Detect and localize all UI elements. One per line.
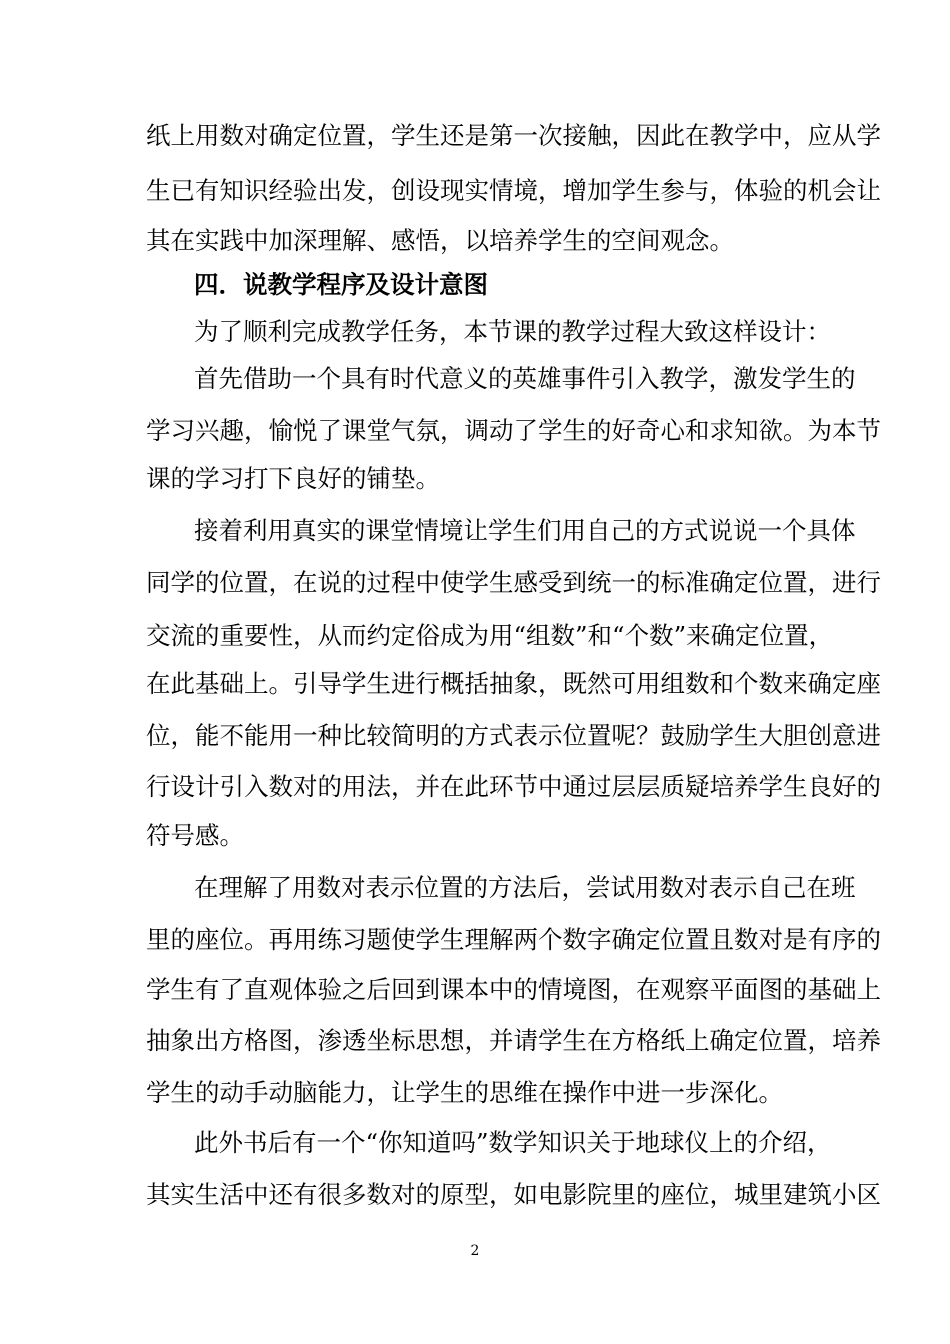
- text-line: 其实生活中还有很多数对的原型，如电影院里的座位，城里建筑小区: [146, 1180, 881, 1209]
- text-line: 位，能不能用一种比较简明的方式表示位置呢？鼓励学生大胆创意进: [146, 721, 881, 750]
- text-line: 行设计引入数对的用法，并在此环节中通过层层质疑培养学生良好的: [146, 772, 881, 801]
- text-line: 首先借助一个具有时代意义的英雄事件引入教学，激发学生的: [194, 364, 856, 393]
- text-line: 接着利用真实的课堂情境让学生们用自己的方式说说一个具体: [194, 516, 856, 545]
- section-heading: 四．说教学程序及设计意图: [194, 270, 488, 299]
- text-line: 生已有知识经验出发，创设现实情境，增加学生参与，体验的机会让: [146, 176, 881, 205]
- text-line: 此外书后有一个“你知道吗”数学知识关于地球仪上的介绍，: [194, 1128, 832, 1157]
- text-line: 交流的重要性，从而约定俗成为用“组数”和“个数”来确定位置，: [146, 621, 834, 650]
- text-line: 符号感。: [146, 821, 244, 850]
- text-line: 抽象出方格图，渗透坐标思想，并请学生在方格纸上确定位置，培养: [146, 1026, 881, 1055]
- text-line: 为了顺利完成教学任务，本节课的教学过程大致这样设计：: [194, 317, 831, 346]
- text-line: 在此基础上。引导学生进行概括抽象，既然可用组数和个数来确定座: [146, 669, 881, 698]
- text-line: 课的学习打下良好的铺垫。: [146, 464, 440, 493]
- text-line: 里的座位。再用练习题使学生理解两个数字确定位置且数对是有序的: [146, 925, 881, 954]
- text-line: 其在实践中加深理解、感悟，以培养学生的空间观念。: [146, 226, 734, 255]
- page-number: 2: [470, 1243, 480, 1259]
- text-line: 同学的位置，在说的过程中使学生感受到统一的标准确定位置，进行: [146, 568, 881, 597]
- text-line: 学生有了直观体验之后回到课本中的情境图，在观察平面图的基础上: [146, 975, 881, 1004]
- text-line: 学习兴趣，愉悦了课堂气氛，调动了学生的好奇心和求知欲。为本节: [146, 416, 881, 445]
- text-line: 纸上用数对确定位置，学生还是第一次接触，因此在教学中，应从学: [146, 121, 881, 150]
- text-line: 在理解了用数对表示位置的方法后，尝试用数对表示自己在班: [194, 873, 856, 902]
- text-line: 学生的动手动脑能力，让学生的思维在操作中进一步深化。: [146, 1078, 783, 1107]
